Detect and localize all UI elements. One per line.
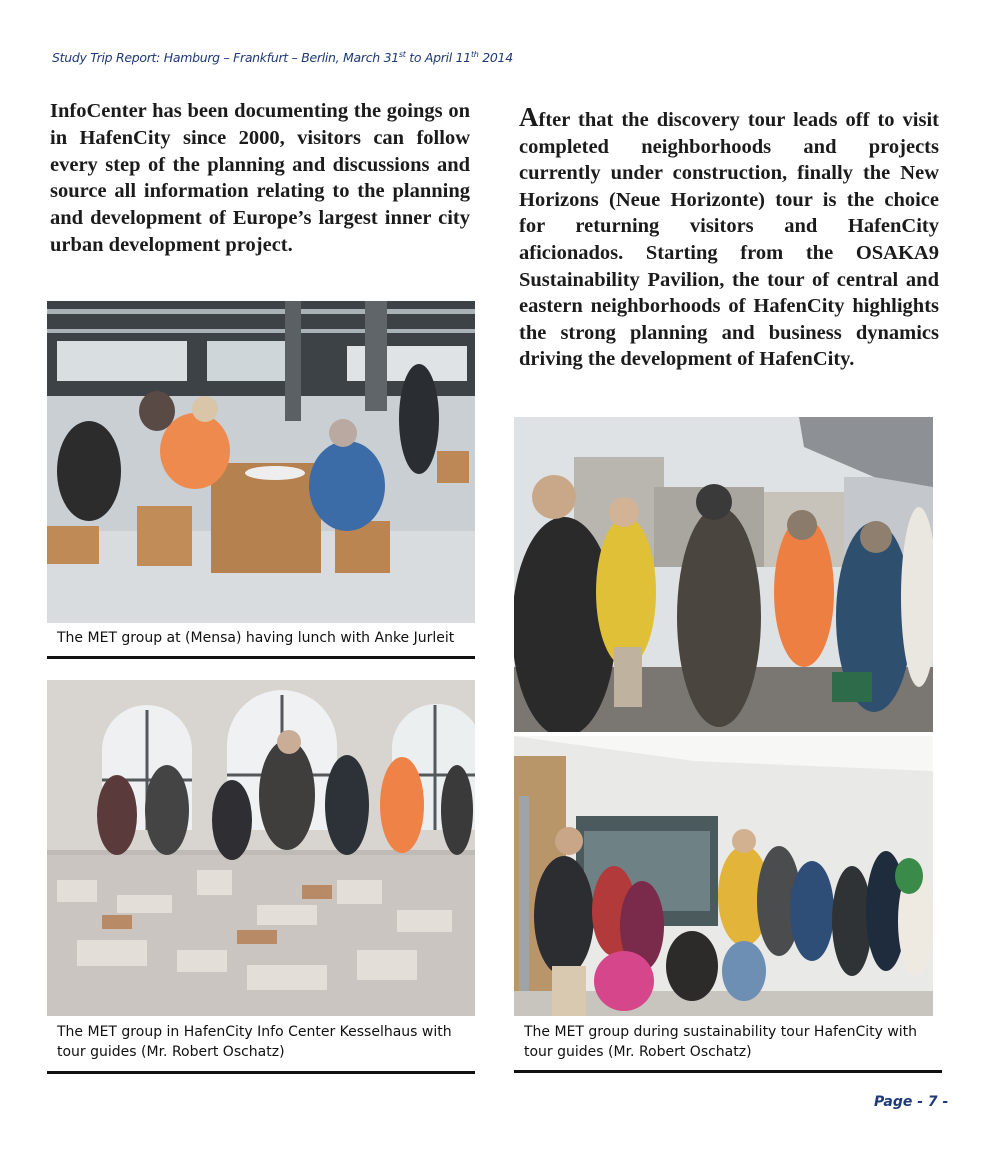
drop-cap: A <box>519 102 539 132</box>
caption-rule-1 <box>47 656 475 659</box>
indoor-group-photo <box>514 736 933 1016</box>
mensa-lunch-photo <box>47 301 475 623</box>
caption-rule-3 <box>514 1070 942 1073</box>
photo-caption-2: The MET group in HafenCity Info Center Kesselhaus with tour guides (Mr. Robert Oschatz) <box>57 1024 452 1060</box>
photo-caption-3: The MET group during sustainability tour HafenCity with tour guides (Mr. Robert Oschatz) <box>524 1024 918 1060</box>
kesselhaus-model-photo <box>47 680 475 1016</box>
infocenter-paragraph: InfoCenter has been documenting the goings on in HafenCity since 2000, visitors can follow every step of the planning and discussions and source all information relating to the planning and development of Europe’s largest inner city urban development project. <box>50 100 470 256</box>
caption-rule-2 <box>47 1071 475 1074</box>
photo-caption-1: The MET group at (Mensa) having lunch with Anke Jurleit <box>57 630 455 646</box>
page-number: Page - 7 - <box>874 1094 949 1110</box>
report-header: Study Trip Report: Hamburg – Frankfurt – Berlin, March 31st to April 11th 2014 <box>52 50 513 66</box>
discovery-tour-paragraph: After that the discovery tour leads off to visit completed neighborhoods and projects currently under construction, finally the New Horizons (Neue Horizonte) tour is the choice for returning visitors and HafenCity aficionados. Starting from the OSAKA9 Sustainability Pavilion, the tour of central and eastern neighborhoods of HafenCity highlights the strong planning and business dynamics driving the development of HafenCity. <box>519 102 939 371</box>
outdoor-tour-photo <box>514 417 933 732</box>
